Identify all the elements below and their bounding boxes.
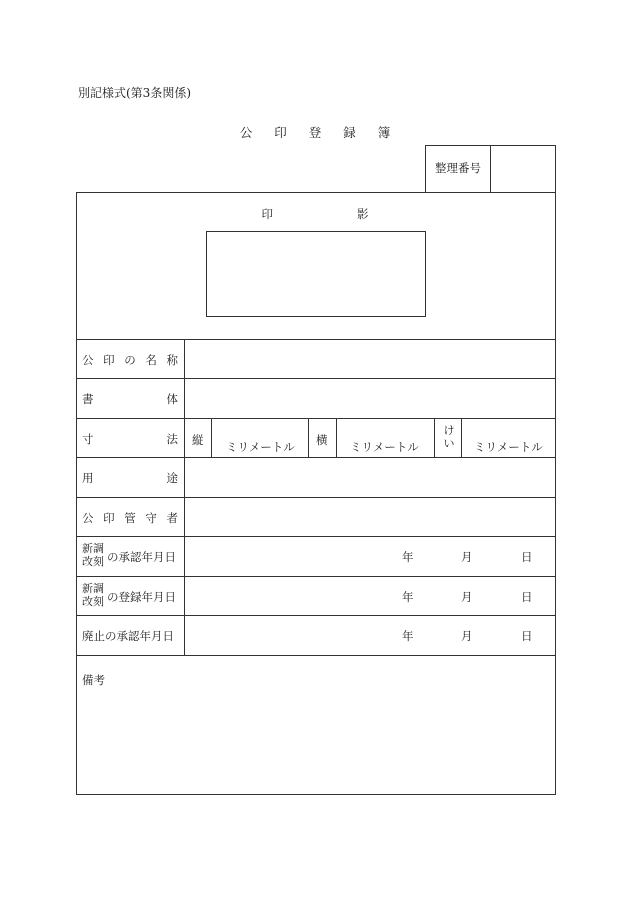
diameter-char: け xyxy=(443,424,455,437)
title-char: 簿 xyxy=(377,125,391,140)
purpose-field[interactable] xyxy=(185,458,555,497)
approval-date-field[interactable] xyxy=(185,537,555,576)
row-divider xyxy=(76,655,556,656)
approval-day: 日 xyxy=(521,550,533,564)
dimensions-label xyxy=(82,431,178,447)
abolition-month: 月 xyxy=(461,629,473,643)
seal-impression-frame[interactable] xyxy=(206,231,426,317)
label-char: 管 xyxy=(124,511,136,525)
label-char: 法 xyxy=(166,432,178,446)
typeface-label xyxy=(82,391,178,407)
height-label: 縦 xyxy=(192,433,204,447)
seiri-number-label: 整理番号 xyxy=(435,161,481,175)
label-char: 称 xyxy=(166,353,178,367)
label-char: 用 xyxy=(82,471,94,485)
inei-char: 影 xyxy=(357,207,369,221)
abolition-year: 年 xyxy=(402,629,414,643)
registration-date-field[interactable] xyxy=(185,577,555,615)
title-char: 登 xyxy=(308,125,322,140)
dims-divider xyxy=(211,418,212,457)
dims-divider xyxy=(336,418,337,457)
form-title xyxy=(0,123,630,141)
registration-date-label xyxy=(82,581,182,611)
seal-name-label xyxy=(82,352,178,368)
typeface-field[interactable] xyxy=(185,379,555,418)
approval-suffix: の承認年月日 xyxy=(107,550,176,564)
dims-divider xyxy=(308,418,309,457)
label-char: 印 xyxy=(103,511,115,525)
abolition-date-field[interactable] xyxy=(185,616,555,655)
diameter-unit[interactable]: ミリメートル xyxy=(474,440,543,454)
seal-impression-label xyxy=(0,206,630,222)
inei-char: 印 xyxy=(261,207,273,221)
label-char: 守 xyxy=(145,511,157,525)
recarve-text: 改刻 xyxy=(82,595,104,608)
custodian-label xyxy=(82,510,178,526)
diameter-char: い xyxy=(443,437,455,450)
label-char: 途 xyxy=(166,471,178,485)
abolition-date-label: 廃止の承認年月日 xyxy=(82,629,174,643)
label-char: 者 xyxy=(166,511,178,525)
title-char: 公 xyxy=(239,125,253,140)
label-char: 寸 xyxy=(82,432,94,446)
label-char: 公 xyxy=(82,511,94,525)
seiri-number-field[interactable] xyxy=(491,146,555,192)
height-unit[interactable]: ミリメートル xyxy=(226,440,295,454)
dims-divider xyxy=(434,418,435,457)
label-char: 印 xyxy=(103,353,115,367)
title-char: 印 xyxy=(274,125,287,140)
title-char: 録 xyxy=(343,125,356,140)
registration-day: 日 xyxy=(521,590,533,604)
purpose-label xyxy=(82,470,178,486)
label-char: 公 xyxy=(82,353,94,367)
recarve-text: 改刻 xyxy=(82,555,104,568)
custodian-field[interactable] xyxy=(185,498,555,536)
registration-suffix: の登録年月日 xyxy=(107,590,176,604)
form-caption: 別記様式(第3条関係) xyxy=(78,86,191,100)
new-seal-text: 新調 xyxy=(82,582,104,595)
label-char: 名 xyxy=(145,353,157,367)
approval-date-label xyxy=(82,541,182,571)
label-char: 体 xyxy=(166,392,178,406)
new-seal-text: 新調 xyxy=(82,542,104,555)
remarks-field[interactable] xyxy=(77,690,555,794)
remarks-label: 備考 xyxy=(82,673,105,687)
label-char: の xyxy=(124,353,136,367)
approval-year: 年 xyxy=(402,550,414,564)
label-char: 書 xyxy=(82,392,94,406)
width-unit[interactable]: ミリメートル xyxy=(350,440,419,454)
abolition-day: 日 xyxy=(521,629,533,643)
seal-name-field[interactable] xyxy=(185,340,555,378)
registration-month: 月 xyxy=(461,590,473,604)
width-label: 横 xyxy=(316,433,328,447)
registration-year: 年 xyxy=(402,590,414,604)
diameter-label xyxy=(442,424,456,450)
dims-divider xyxy=(461,418,462,457)
approval-month: 月 xyxy=(461,550,473,564)
row-divider xyxy=(76,418,556,419)
